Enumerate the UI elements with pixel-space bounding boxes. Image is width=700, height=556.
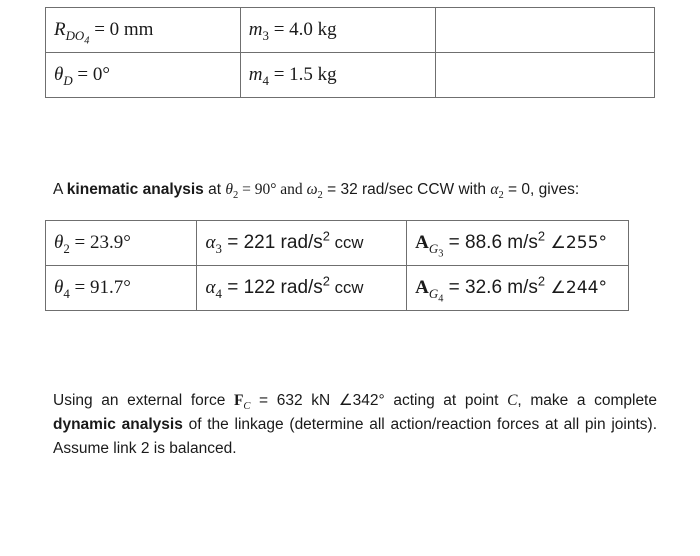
m3-cell: $m_3 = 4.0$ kg xyxy=(240,8,435,53)
theta2-cell: $\theta_2 = 23.9^\circ$ xyxy=(46,221,197,266)
kinematic-intro-text: A kinematic analysis at $\theta_2 = 90^\circ$ and $\omega_2 = 32$ rad/sec CCW with $\alpha_2 = 0$, gives: xyxy=(53,181,580,202)
theta-d-cell: $\theta_D = 0^\circ$ xyxy=(46,53,241,98)
parameters-table xyxy=(45,7,655,98)
empty-cell xyxy=(435,53,654,98)
table-row xyxy=(46,8,655,53)
ag4-cell: $A_{G_4} = 32.6$ $m/s^2$ ∠244° xyxy=(407,266,629,311)
table-row xyxy=(46,266,629,311)
theta4-cell: $\theta_4 = 91.7^\circ$ xyxy=(46,266,197,311)
kinematic-results-table xyxy=(45,220,629,311)
table-row xyxy=(46,53,655,98)
table-row xyxy=(46,221,629,266)
empty-cell xyxy=(435,8,654,53)
task-paragraph: Using an external force $F_C = 632$ kN ∠342° acting at point C, make a complete dynamic analysis of the linkage (determine all action/reaction forces at all pin joints). Assume link 2 is balanced. xyxy=(53,392,658,457)
alpha3-cell: $\alpha_3 = 221$ rad/$s^2$ ccw xyxy=(197,221,407,266)
r-do4-cell: $R_{DO_4} = 0$ mm xyxy=(46,8,241,53)
ag3-cell: $A_{G_3} = 88.6$ $m/s^2$ ∠255° xyxy=(407,221,629,266)
alpha4-cell: $\alpha_4 = 122$ rad/$s^2$ ccw xyxy=(197,266,407,311)
m4-cell: $m_4 = 1.5$ kg xyxy=(240,53,435,98)
